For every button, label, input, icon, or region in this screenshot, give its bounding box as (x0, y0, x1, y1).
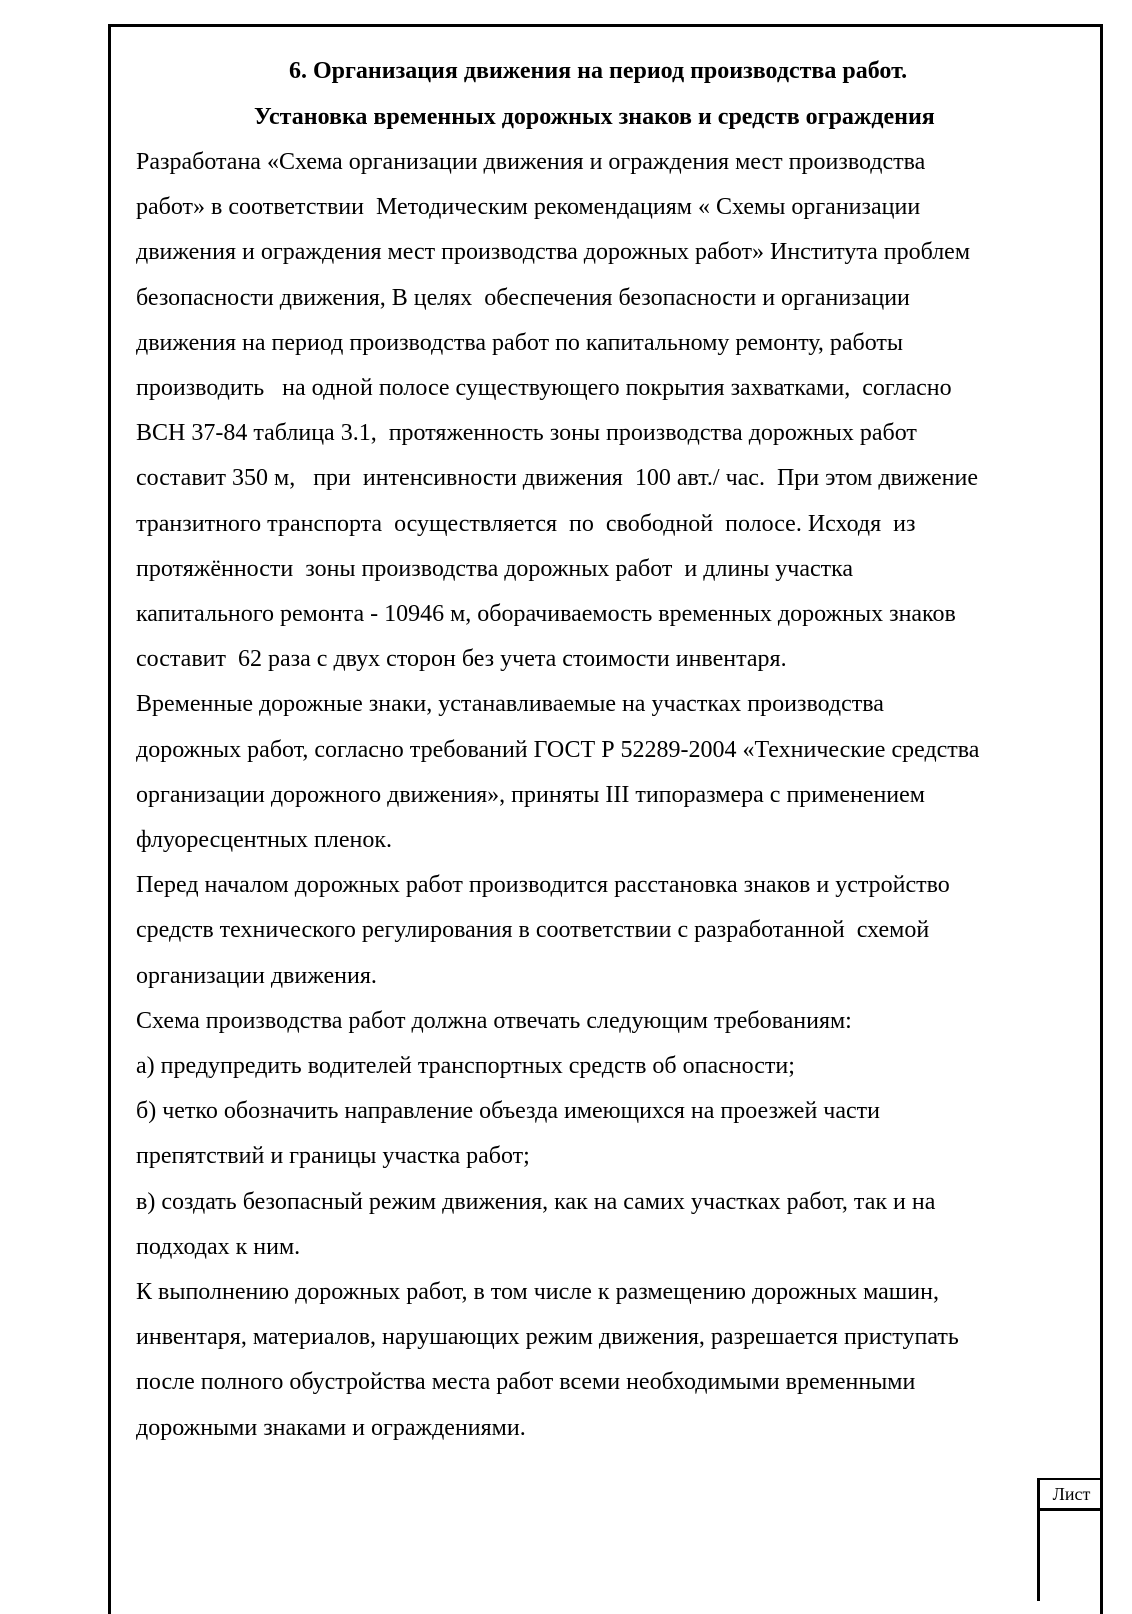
paragraphs (136, 140, 1084, 1451)
text-line: транзитного транспорта осуществляется по свободной полосе. Исходя из (136, 510, 916, 537)
text-line: организации дорожного движения», приняты III типоразмера с применением (136, 781, 925, 808)
text-line: работ» в соответствии Методическим рекомендациям « Схемы организации (136, 194, 921, 221)
paragraph (136, 863, 1084, 999)
text-line: после полного обустройства места работ всеми необходимыми временными (136, 1369, 916, 1396)
text-line: препятствий и границы участка работ; (136, 1143, 530, 1170)
text-line: протяжённости зоны производства дорожных работ и длины участка (136, 555, 854, 582)
text-line: К выполнению дорожных работ, в том числе к размещению дорожных машин, (136, 1279, 939, 1306)
text-line: составит 350 м, при интенсивности движения 100 авт./ час. При этом движение (136, 465, 978, 492)
text-line: Перед началом дорожных работ производится расстановка знаков и устройство (136, 872, 950, 899)
section-title: 6. Организация движения на период производства работ. (289, 58, 908, 84)
text-line: дорожными знаками и ограждениями. (136, 1414, 526, 1441)
paragraph (136, 999, 1084, 1044)
text-line: капитального ремонта - 10946 м, оборачиваемость временных дорожных знаков (136, 601, 956, 628)
text-line: Временные дорожные знаки, устанавливаемые на участках производства (136, 691, 884, 718)
text-line: инвентаря, материалов, нарушающих режим движения, разрешается приступать (136, 1324, 959, 1351)
text-line: средств технического регулирования в соответствии с разработанной схемой (136, 917, 930, 944)
text-line: безопасности движения, В целях обеспечения безопасности и организации (136, 284, 910, 311)
text-line: Схема производства работ должна отвечать следующим требованиям: (136, 1007, 852, 1034)
paragraph (136, 1180, 1084, 1270)
text-line: производить на одной полосе существующего покрытия захватками, согласно (136, 375, 952, 402)
title-block-stamp (1037, 1478, 1103, 1601)
text-line: организации движения. (136, 962, 377, 989)
text-line: движения на период производства работ по капитальному ремонту, работы (136, 329, 904, 356)
text-line: флуоресцентных пленок. (136, 827, 393, 854)
text-line: движения и ограждения мест производства дорожных работ» Института проблем (136, 239, 971, 266)
text-line: дорожных работ, согласно требований ГОСТ Р 52289-2004 «Технические средства (136, 736, 980, 763)
text-line: в) создать безопасный режим движения, как на самих участках работ, так и на (136, 1188, 936, 1215)
text-line: ВСН 37-84 таблица 3.1, протяженность зоны производства дорожных работ (136, 420, 917, 447)
paragraph (136, 140, 1084, 682)
paragraph (136, 1089, 1084, 1179)
paragraph (136, 1270, 1084, 1451)
paragraph (136, 682, 1084, 863)
sheet-label: Лист (1040, 1478, 1103, 1511)
paragraph (136, 1044, 1084, 1089)
document-body (136, 48, 1084, 1451)
text-line: б) четко обозначить направление объезда имеющихся на проезжей части (136, 1098, 880, 1125)
text-line: подходах к ним. (136, 1233, 301, 1260)
text-line: Разработана «Схема организации движения и ограждения мест производства (136, 149, 926, 175)
text-line: составит 62 раза с двух сторон без учета стоимости инвентаря. (136, 646, 787, 673)
section-subtitle: Установка временных дорожных знаков и средств ограждения (254, 104, 935, 130)
text-line: а) предупредить водителей транспортных средств об опасности; (136, 1053, 795, 1080)
